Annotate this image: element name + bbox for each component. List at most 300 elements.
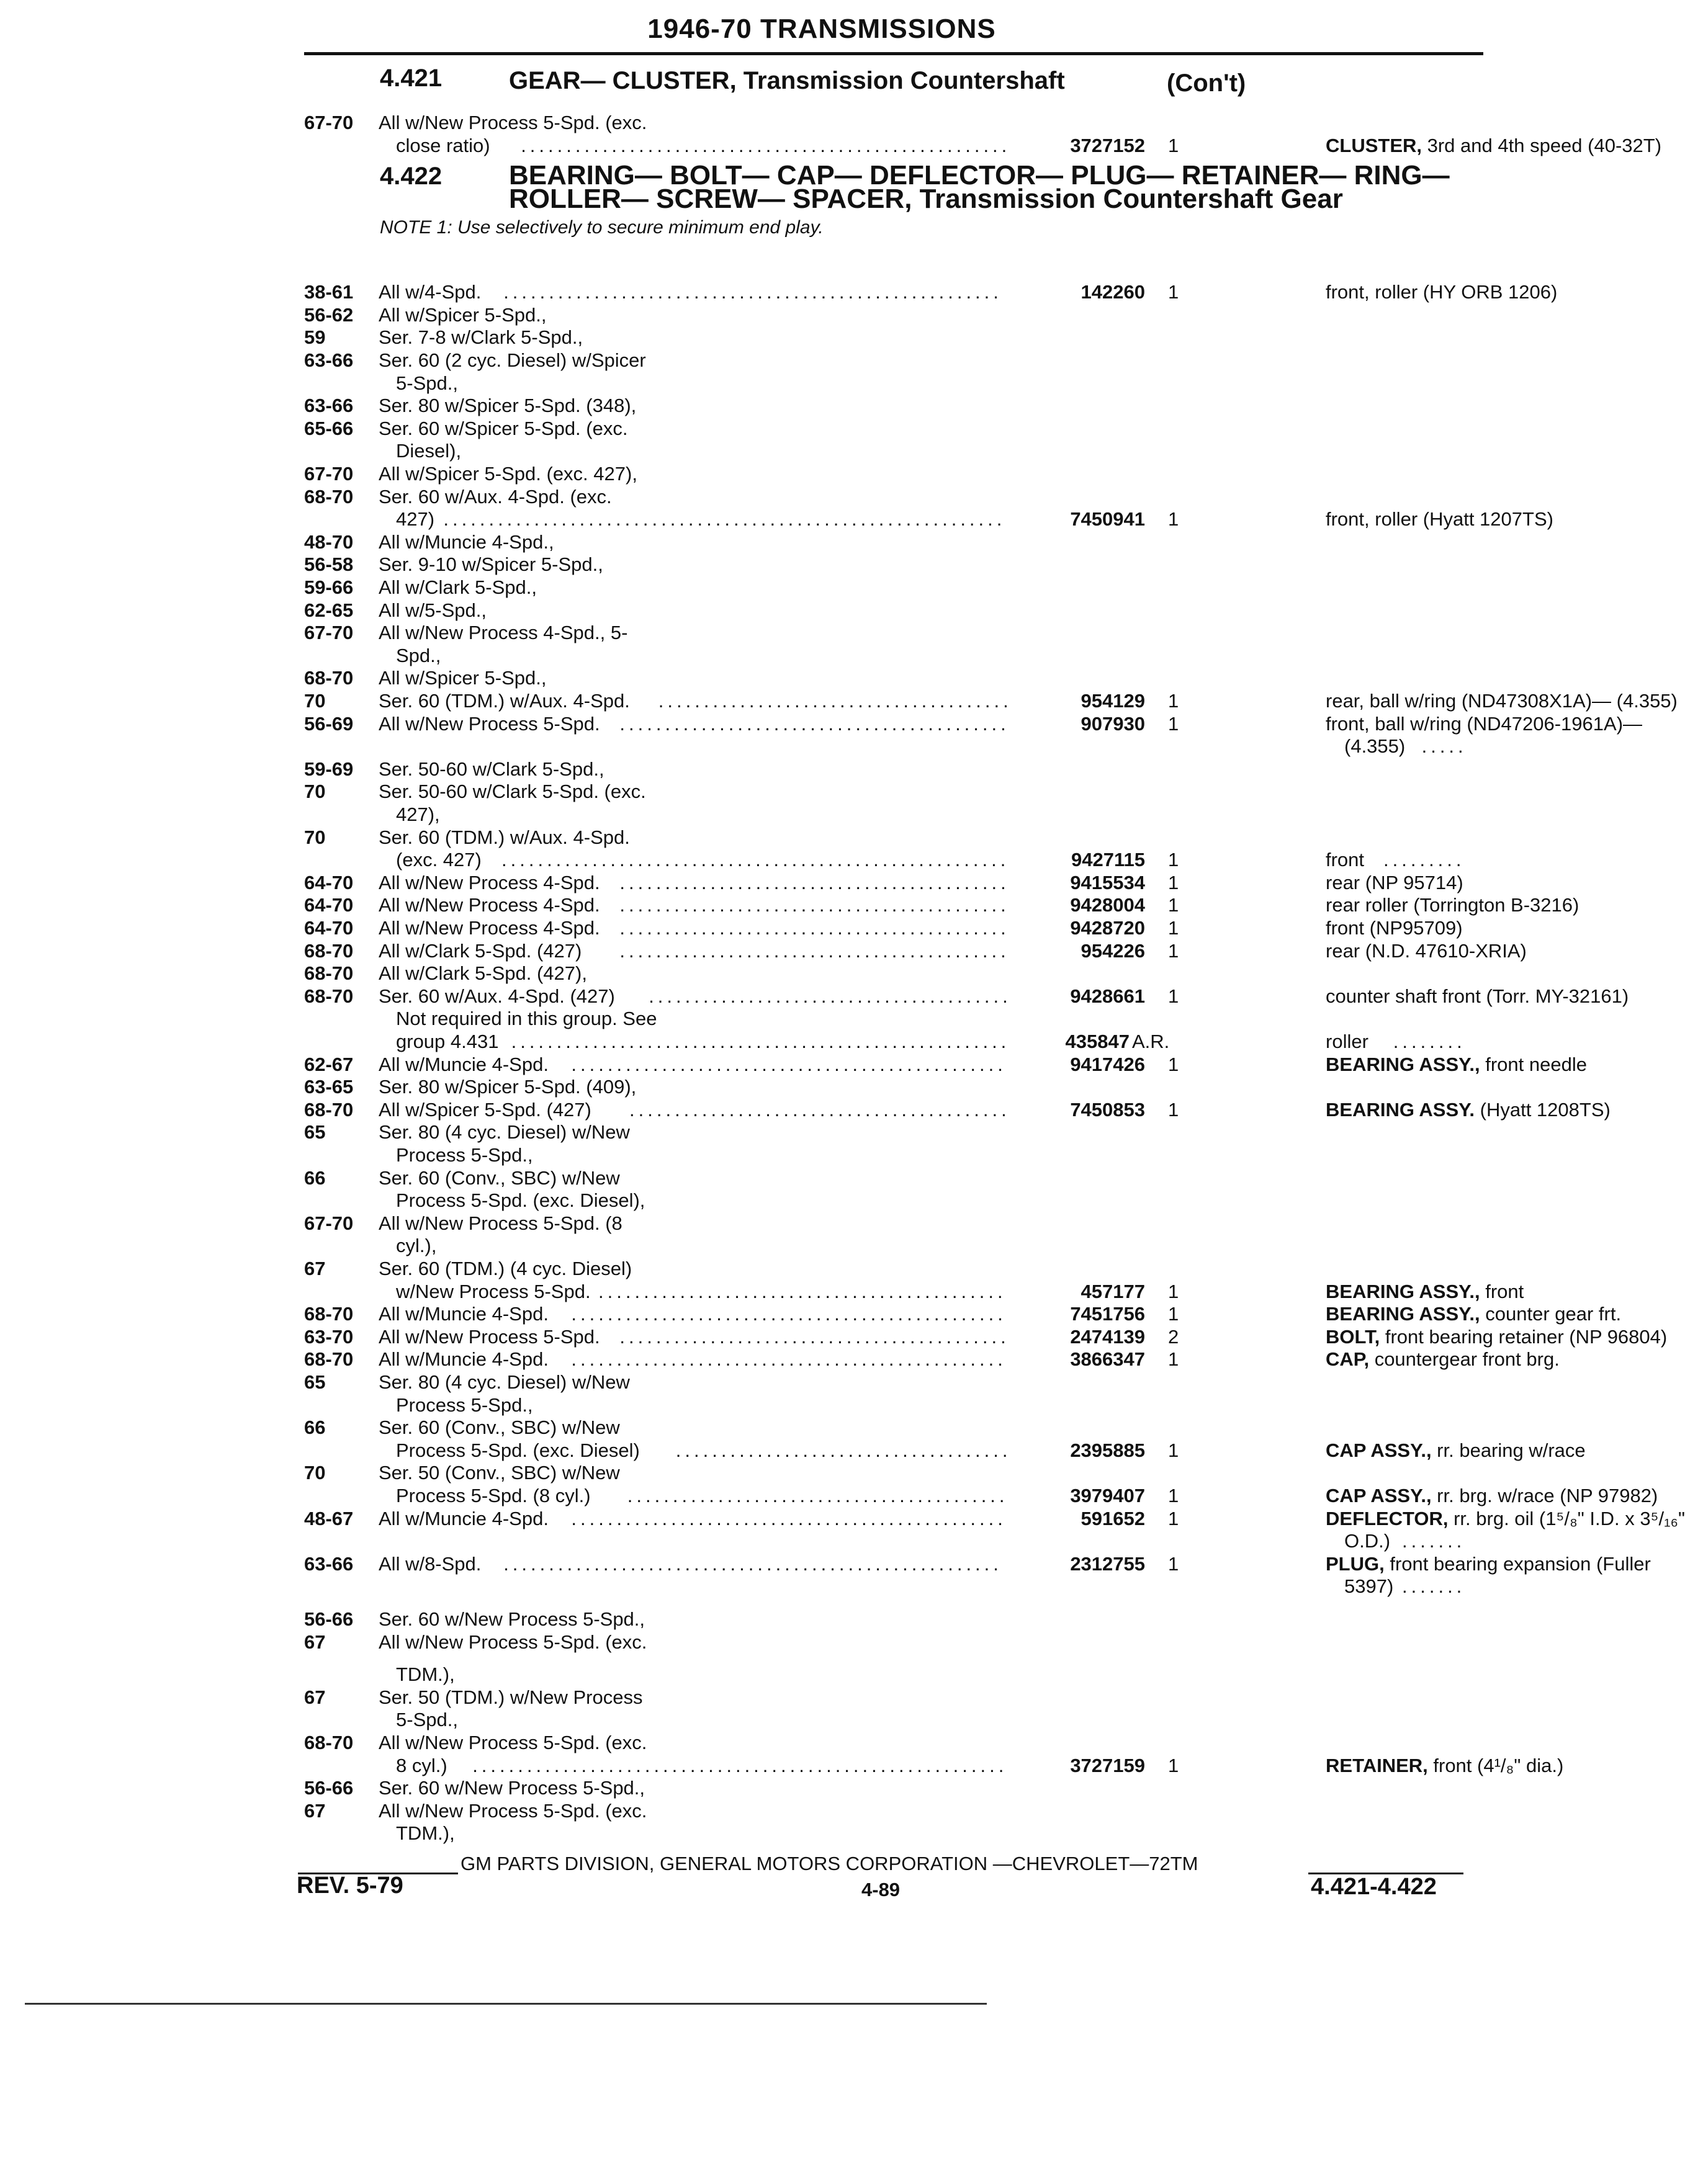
- description: [1326, 872, 1463, 894]
- list-item: [304, 1167, 1483, 1190]
- application-text: All w/Spicer 5-Spd. (exc. 427),: [379, 463, 637, 485]
- list-item: [304, 758, 1483, 781]
- leader-dots: ......................................................: [521, 134, 1011, 156]
- section-title-4-422-line1: BEARING— BOLT— CAP— DEFLECTOR— PLUG— RETAINER— RING—: [509, 160, 1450, 190]
- quantity: 1: [1168, 281, 1179, 303]
- application-text: All w/Muncie 4-Spd.: [379, 1303, 549, 1325]
- application-text: Ser. 50-60 w/Clark 5-Spd.,: [379, 758, 604, 780]
- list-item: [304, 1663, 1483, 1686]
- model-years: 56-66: [304, 1777, 354, 1799]
- part-number: 9417426: [1070, 1053, 1145, 1075]
- list-item: [304, 486, 1483, 509]
- application-text: Ser. 60 (2 cyc. Diesel) w/Spicer: [379, 349, 646, 371]
- leader-dots: .......................................................: [511, 1031, 1010, 1052]
- model-years: 59-69: [304, 758, 354, 780]
- leader-dots: ..........................................: [629, 1098, 1010, 1121]
- model-years: 68-70: [304, 1303, 354, 1325]
- description-keyword: CAP ASSY.,: [1326, 1439, 1432, 1461]
- list-item: [304, 440, 1483, 463]
- list-item: [304, 1709, 1483, 1732]
- description-leader-dots: .....: [1421, 735, 1467, 758]
- part-number: 435847: [1065, 1031, 1130, 1052]
- list-item: [304, 1575, 1483, 1598]
- leader-dots: ...........................................: [619, 871, 1010, 893]
- model-years: 63-66: [304, 349, 354, 371]
- quantity: 1: [1168, 1754, 1179, 1776]
- model-years: 48-70: [304, 530, 354, 553]
- application-text: All w/Clark 5-Spd.,: [379, 576, 537, 598]
- description-leader-dots: .......: [1402, 1530, 1466, 1552]
- model-years: 56-58: [304, 553, 354, 576]
- list-item: [304, 1754, 1564, 1778]
- revision-label: REV. 5-79: [297, 1873, 403, 1899]
- model-years: 66: [304, 1416, 326, 1439]
- list-item: [304, 463, 1483, 486]
- application-text: All w/Clark 5-Spd. (427): [379, 939, 582, 962]
- leader-dots: .......................................................: [503, 281, 1002, 303]
- description-text: (Hyatt 1208TS): [1475, 1098, 1611, 1121]
- description: [1326, 1099, 1611, 1121]
- description-keyword: BOLT,: [1326, 1325, 1380, 1348]
- model-years: 68-70: [304, 985, 354, 1007]
- model-years: 56-66: [304, 1608, 354, 1630]
- page-number: 4-89: [861, 1879, 901, 1900]
- application-text: Ser. 60 w/Aux. 4-Spd. (427): [379, 985, 615, 1007]
- list-item: [304, 1485, 1658, 1508]
- list-item: [304, 1189, 1483, 1212]
- model-years: 66: [304, 1166, 326, 1189]
- list-item: [304, 1631, 1483, 1654]
- description-text: front (NP95709): [1326, 917, 1463, 939]
- application-text: 427): [396, 508, 435, 530]
- description: [1326, 1553, 1651, 1575]
- model-years: 70: [304, 690, 326, 712]
- model-years: 65: [304, 1121, 326, 1143]
- list-item: [304, 418, 1483, 441]
- application-text: Process 5-Spd. (exc. Diesel),: [396, 1189, 645, 1212]
- application-text: All w/Spicer 5-Spd.,: [379, 303, 547, 326]
- description: [1326, 1303, 1621, 1325]
- list-item: [304, 735, 1483, 758]
- application-text: group 4.431: [396, 1031, 499, 1052]
- application-text: Ser. 50-60 w/Clark 5-Spd. (exc.: [379, 781, 646, 803]
- list-item: [304, 1394, 1483, 1417]
- application-text: Ser. 60 w/Spicer 5-Spd. (exc.: [379, 417, 628, 439]
- application-text: All w/Spicer 5-Spd.,: [379, 667, 547, 689]
- list-item: [304, 985, 1629, 1008]
- application-text: Process 5-Spd.,: [396, 1394, 533, 1416]
- application-text: Ser. 60 (TDM.) (4 cyc. Diesel): [379, 1258, 632, 1279]
- list-item: [304, 1076, 1483, 1099]
- description-text: counter shaft front (Torr. MY-32161): [1326, 985, 1629, 1007]
- description: [1326, 135, 1661, 157]
- list-item: [304, 690, 1678, 713]
- list-item: [304, 553, 1483, 576]
- model-years: 59-66: [304, 576, 354, 598]
- application-text: cyl.),: [396, 1235, 437, 1257]
- section-title-4-421: GEAR— CLUSTER, Transmission Countershaft: [509, 67, 1065, 94]
- part-number: 9428720: [1070, 917, 1145, 939]
- application-text: (exc. 427): [396, 849, 482, 871]
- model-years: 63-70: [304, 1325, 354, 1348]
- leader-dots: ...........................................: [619, 894, 1010, 916]
- list-item: [304, 1144, 1483, 1167]
- application-text: All w/New Process 5-Spd. (8: [379, 1212, 622, 1234]
- model-years: 59: [304, 326, 326, 349]
- application-text: Ser. 60 (Conv., SBC) w/New: [379, 1416, 620, 1439]
- leader-dots: ................................................: [571, 1303, 1007, 1325]
- description-text: (4.355): [1344, 735, 1406, 758]
- application-text: 8 cyl.): [396, 1754, 447, 1776]
- list-item: [304, 712, 1643, 736]
- model-years: 70: [304, 1462, 326, 1484]
- list-item: [304, 1325, 1668, 1349]
- model-years: 67-70: [304, 622, 354, 644]
- description: [1326, 940, 1527, 962]
- part-number: 9427115: [1071, 849, 1145, 871]
- application-text: All w/New Process 4-Spd.: [379, 917, 600, 939]
- part-number: 954226: [1081, 939, 1145, 962]
- application-text: TDM.),: [396, 1822, 455, 1845]
- application-text: Ser. 9-10 w/Spicer 5-Spd.,: [379, 553, 603, 576]
- description: [1326, 917, 1463, 939]
- leader-dots: .......................................................: [503, 1552, 1002, 1575]
- model-years: 48-67: [304, 1507, 354, 1529]
- description-keyword: DEFLECTOR,: [1326, 1507, 1449, 1529]
- application-text: Ser. 50 (Conv., SBC) w/New: [379, 1462, 620, 1484]
- section-note: NOTE 1: Use selectively to secure minimum end play.: [380, 217, 824, 238]
- model-years: 62-67: [304, 1053, 354, 1075]
- application-text: All w/8-Spd.: [379, 1552, 482, 1575]
- list-item: [304, 872, 1483, 895]
- quantity: 1: [1168, 849, 1179, 871]
- model-years: 68-70: [304, 939, 354, 962]
- application-text: Not required in this group. See: [396, 1008, 657, 1030]
- description-text: roller: [1326, 1031, 1368, 1052]
- description-text: front: [1326, 849, 1365, 871]
- description-text: 3rd and 4th speed (40-32T): [1422, 134, 1662, 156]
- leader-dots: ...........................................: [619, 939, 1010, 962]
- quantity: 1: [1168, 1439, 1179, 1461]
- list-item: [304, 576, 1483, 599]
- model-years: 68-70: [304, 1098, 354, 1121]
- list-item: [304, 1552, 1651, 1576]
- part-number: 142260: [1081, 281, 1145, 303]
- model-years: 56-69: [304, 712, 354, 735]
- model-years: 63-66: [304, 1552, 354, 1575]
- description: [1326, 1755, 1563, 1777]
- model-years: 70: [304, 781, 326, 803]
- list-item: [304, 1008, 1483, 1031]
- list-item: [304, 304, 1483, 327]
- quantity: 1: [1168, 917, 1179, 939]
- application-text: Ser. 80 w/Spicer 5-Spd. (348),: [379, 395, 637, 417]
- section-number-4-422: 4.422: [380, 163, 443, 190]
- leader-dots: .......................................: [658, 690, 1012, 712]
- application-text: 427),: [396, 803, 440, 825]
- model-years: 63-65: [304, 1076, 354, 1098]
- leader-dots: ................................................: [571, 1348, 1007, 1371]
- description: [1326, 1485, 1658, 1507]
- part-number: 7451756: [1070, 1303, 1145, 1325]
- model-years: 62-65: [304, 599, 354, 621]
- description-text: front, roller (HY ORB 1206): [1326, 281, 1558, 303]
- quantity-as-required: A.R.: [1132, 1031, 1170, 1052]
- list-item: [304, 599, 1483, 622]
- description-keyword: PLUG,: [1326, 1552, 1385, 1575]
- list-item: [304, 134, 1662, 158]
- quantity: 1: [1168, 1552, 1179, 1575]
- leader-dots: ...........................................: [619, 917, 1010, 939]
- application-text: Ser. 60 (TDM.) w/Aux. 4-Spd.: [379, 826, 630, 848]
- application-text: Ser. 60 (TDM.) w/Aux. 4-Spd.: [379, 690, 630, 712]
- quantity: 1: [1168, 712, 1179, 735]
- description-leader-dots: .........: [1383, 849, 1465, 871]
- application-text: Ser. 60 w/New Process 5-Spd.,: [379, 1608, 645, 1630]
- description: [1326, 1326, 1667, 1348]
- application-text: All w/4-Spd.: [379, 281, 482, 303]
- application-text: All w/New Process 5-Spd. (exc.: [379, 1732, 647, 1753]
- description-text: 5397): [1344, 1575, 1394, 1598]
- part-number: 3727159: [1070, 1754, 1145, 1776]
- application-text: Ser. 80 w/Spicer 5-Spd. (409),: [379, 1076, 637, 1098]
- section-title-4-422-line2: ROLLER— SCREW— SPACER, Transmission Countershaft Gear: [509, 184, 1343, 214]
- list-item: [304, 1822, 1483, 1845]
- part-number: 907930: [1081, 712, 1145, 735]
- description-text: rear (NP 95714): [1326, 871, 1463, 893]
- part-number: 9428661: [1070, 985, 1145, 1007]
- list-item: [304, 1530, 1483, 1553]
- part-number: 457177: [1081, 1280, 1145, 1302]
- description: [1326, 1054, 1587, 1076]
- quantity: 1: [1168, 871, 1179, 893]
- list-item: [304, 508, 1553, 531]
- model-years: 68-70: [304, 962, 354, 985]
- application-text: Ser. 50 (TDM.) w/New Process: [379, 1686, 643, 1708]
- application-text: Process 5-Spd. (exc. Diesel): [396, 1439, 640, 1461]
- application-text: Diesel),: [396, 440, 462, 462]
- application-text: w/New Process 5-Spd.: [396, 1280, 591, 1302]
- leader-dots: ..........................................: [627, 1485, 1009, 1506]
- quantity: 2: [1168, 1325, 1179, 1348]
- application-text: 5-Spd.,: [396, 372, 458, 394]
- description-text: front: [1480, 1280, 1524, 1302]
- part-number: 2395885: [1070, 1439, 1145, 1461]
- application-text: All w/New Process 5-Spd.: [379, 1325, 600, 1348]
- list-item: [304, 1098, 1611, 1122]
- part-number: 3866347: [1070, 1348, 1145, 1371]
- list-item: [304, 395, 1483, 418]
- part-number: 7450941: [1070, 508, 1145, 530]
- description-keyword: CAP,: [1326, 1348, 1370, 1371]
- model-years: 68-70: [304, 1732, 354, 1753]
- description-text: front needle: [1480, 1053, 1587, 1075]
- application-text: All w/New Process 4-Spd.: [379, 894, 600, 916]
- quantity: 1: [1168, 1507, 1179, 1529]
- description: [1326, 985, 1629, 1008]
- application-text: All w/Muncie 4-Spd.: [379, 1053, 549, 1075]
- list-item: [304, 917, 1483, 940]
- list-item: [304, 849, 1483, 872]
- model-years: 68-70: [304, 485, 354, 508]
- quantity: 1: [1168, 134, 1179, 156]
- description-keyword: CAP ASSY.,: [1326, 1485, 1432, 1506]
- application-text: Ser. 7-8 w/Clark 5-Spd.,: [379, 326, 583, 349]
- model-years: 67-70: [304, 1212, 354, 1234]
- model-years: 67: [304, 1686, 326, 1708]
- list-item: [304, 1212, 1483, 1235]
- list-item: [304, 112, 1483, 135]
- list-item: [304, 1732, 1483, 1755]
- list-item: [304, 1439, 1586, 1462]
- description: [1326, 713, 1642, 735]
- quantity: 1: [1168, 1348, 1179, 1371]
- list-item: [304, 781, 1483, 803]
- part-number: 3727152: [1070, 134, 1145, 156]
- model-years: 65-66: [304, 417, 354, 439]
- list-item: [304, 622, 1483, 645]
- list-item: [304, 1686, 1483, 1709]
- quantity: 1: [1168, 939, 1179, 962]
- list-item: [304, 645, 1483, 668]
- list-item: [304, 1348, 1560, 1371]
- list-item: [304, 962, 1483, 985]
- model-years: 38-61: [304, 281, 354, 303]
- application-text: All w/Spicer 5-Spd. (427): [379, 1098, 591, 1121]
- description-text: rr. bearing w/race: [1431, 1439, 1586, 1461]
- description-text: rr. brg. w/race (NP 97982): [1431, 1485, 1658, 1506]
- section-continued: (Con't): [1167, 69, 1246, 97]
- list-item: [304, 531, 1483, 554]
- part-number: 2312755: [1070, 1552, 1145, 1575]
- leader-dots: ........................................: [649, 985, 1012, 1007]
- model-years: 64-70: [304, 871, 354, 893]
- quantity: 1: [1168, 508, 1179, 530]
- description-leader-dots: .......: [1402, 1575, 1466, 1598]
- application-text: All w/New Process 4-Spd., 5-: [379, 622, 628, 644]
- model-years: 68-70: [304, 667, 354, 689]
- leader-dots: ...........................................: [619, 712, 1010, 735]
- description: [1326, 690, 1678, 712]
- list-item: [304, 1462, 1483, 1485]
- description-text: front (4¹/₈" dia.): [1427, 1754, 1564, 1776]
- list-item: [304, 1507, 1685, 1531]
- application-text: Process 5-Spd.,: [396, 1144, 533, 1166]
- application-text: All w/New Process 5-Spd. (exc.: [379, 112, 647, 133]
- quantity: 1: [1168, 894, 1179, 916]
- quantity: 1: [1168, 1280, 1179, 1302]
- description: [1344, 1530, 1390, 1552]
- leader-dots: ................................................: [571, 1053, 1007, 1075]
- parts-listing: [304, 0, 1685, 1861]
- description-keyword: CLUSTER,: [1326, 134, 1422, 156]
- list-item: [304, 1416, 1483, 1439]
- description-text: countergear front brg.: [1369, 1348, 1560, 1371]
- description-text: rear roller (Torrington B-3216): [1326, 894, 1579, 916]
- description: [1326, 1508, 1685, 1530]
- application-text: All w/New Process 5-Spd. (exc.: [379, 1631, 647, 1653]
- model-years: 67: [304, 1258, 326, 1279]
- quantity: 1: [1168, 1053, 1179, 1075]
- part-number: 7450853: [1070, 1098, 1145, 1121]
- leader-dots: ...........................................: [619, 1325, 1010, 1348]
- part-number: 2474139: [1070, 1325, 1145, 1348]
- list-item: [304, 1303, 1622, 1326]
- section-number-4-421: 4.421: [380, 65, 443, 92]
- application-text: Ser. 60 (Conv., SBC) w/New: [379, 1166, 620, 1189]
- leader-dots: .............................................: [598, 1280, 1007, 1302]
- description: [1326, 1348, 1560, 1371]
- list-item: [304, 1258, 1483, 1281]
- application-text: All w/Muncie 4-Spd.: [379, 1348, 549, 1371]
- list-item: [304, 1235, 1483, 1258]
- application-text: All w/Clark 5-Spd. (427),: [379, 962, 587, 985]
- leader-dots: .....................................: [675, 1439, 1012, 1461]
- description: [1344, 1575, 1393, 1598]
- quantity: 1: [1168, 985, 1179, 1007]
- list-item: [304, 803, 1483, 826]
- quantity: 1: [1168, 1098, 1179, 1121]
- description-keyword: BEARING ASSY.,: [1326, 1053, 1480, 1075]
- application-text: Ser. 60 w/Aux. 4-Spd. (exc.: [379, 485, 612, 508]
- list-item: [304, 826, 1483, 849]
- part-number: 591652: [1081, 1507, 1145, 1529]
- list-item: [304, 372, 1483, 395]
- model-years: 70: [304, 826, 326, 848]
- application-text: Spd.,: [396, 644, 441, 666]
- list-item: [304, 667, 1483, 690]
- description: [1326, 849, 1364, 871]
- list-item: [304, 326, 1483, 349]
- leader-dots: ................................................: [571, 1507, 1007, 1529]
- leader-dots: ........................................................: [501, 849, 1010, 871]
- list-item: [304, 1031, 1483, 1054]
- description-keyword: BEARING ASSY.,: [1326, 1280, 1480, 1302]
- description-text: front, ball w/ring (ND47206-1961A)—: [1326, 712, 1643, 735]
- description-text: counter gear frt.: [1480, 1303, 1622, 1325]
- part-number: 954129: [1081, 690, 1145, 712]
- application-text: All w/Muncie 4-Spd.,: [379, 530, 554, 553]
- description-text: rear (N.D. 47610-XRIA): [1326, 939, 1527, 962]
- description: [1344, 735, 1405, 758]
- list-item: [304, 281, 1558, 304]
- model-years: 63-66: [304, 395, 354, 417]
- application-text: TDM.),: [396, 1663, 455, 1686]
- model-years: 56-62: [304, 303, 354, 326]
- description-text: front bearing expansion (Fuller: [1384, 1552, 1651, 1575]
- description-text: rr. brg. oil (1⁵/₈" I.D. x 3⁵/₁₆": [1448, 1507, 1685, 1529]
- footer-division: GM PARTS DIVISION, GENERAL MOTORS CORPORATION —CHEVROLET—72TM: [461, 1853, 1198, 1874]
- description-text: O.D.): [1344, 1530, 1391, 1552]
- model-years: 64-70: [304, 894, 354, 916]
- part-number: 9428004: [1070, 894, 1145, 916]
- model-years: 65: [304, 1371, 326, 1393]
- leader-dots: ..............................................................: [443, 508, 1006, 530]
- description: [1326, 1031, 1368, 1053]
- description: [1326, 508, 1553, 530]
- quantity: 1: [1168, 690, 1179, 712]
- description: [1326, 1439, 1586, 1462]
- application-text: Ser. 60 w/New Process 5-Spd.,: [379, 1777, 645, 1799]
- application-text: All w/New Process 4-Spd.: [379, 871, 600, 893]
- list-item: [304, 1800, 1483, 1823]
- description-leader-dots: ........: [1393, 1031, 1466, 1052]
- leader-dots: ...........................................................: [472, 1754, 1008, 1776]
- page-title: 1946-70 TRANSMISSIONS: [647, 14, 996, 44]
- application-text: 5-Spd.,: [396, 1709, 458, 1731]
- description-keyword: BEARING ASSY.,: [1326, 1303, 1480, 1325]
- application-text: All w/Muncie 4-Spd.: [379, 1507, 549, 1529]
